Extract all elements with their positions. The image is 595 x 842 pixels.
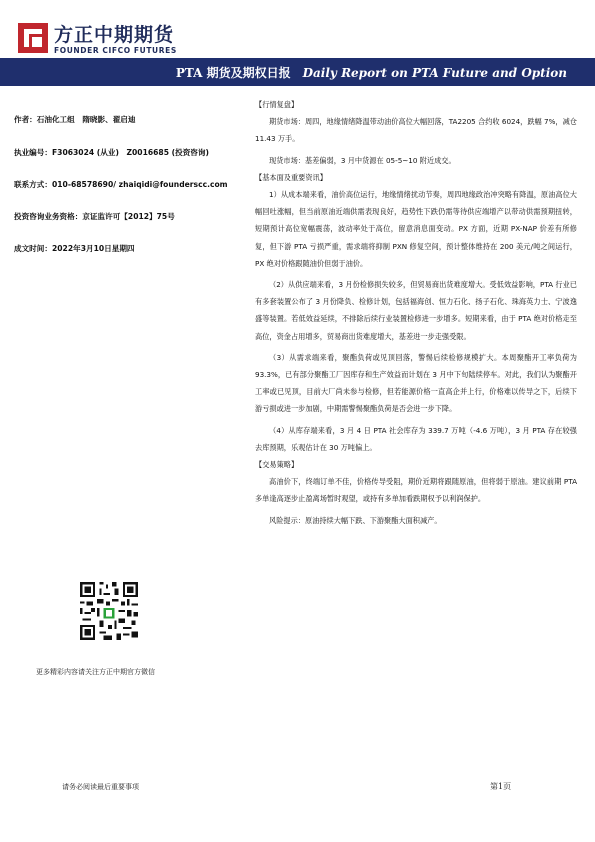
founder-logo-icon [18,23,48,53]
section-title-review: 【行情复盘】 [255,100,299,109]
logo-chinese-name: 方正中期期货 [54,24,175,46]
company-logo [18,20,218,60]
qualification-line: 投资咨询业务资格：京证监许可【2012】75号 [14,212,175,221]
wechat-qr-code-icon [78,580,140,642]
paragraph: （3）从需求端来看，聚酯负荷或见顶回落，警惕后续检修规模扩大。本周聚酯开工率负荷为 93.3%，已有部分聚酯工厂因库存和生产效益而计划在 3 月中下旬陆续停车。对此，我们认为聚酯开工率或已见顶，目前大厂尚未参与检修，但若能源价格一直高企并上行，价格难以传导之下，后续下游亏损或进一步加剧，中期需警惕聚酯负荷是否会进一步下降。 [255,352,577,414]
qr-caption: 更多精彩内容请关注方正中期官方微信 [36,668,155,676]
paragraph: （2）从供应端来看，3 月份检修损失较多，但贸易商出货难度增大。受低效益影响，PTA 行业已有多套装置公布了 3 月份降负、检修计划，包括福海创、恒力石化、扬子石化、珠海英力士、宁波逸盛等装置。若低效益延续，不排除后续行业装置检修进一步增多。短期来看，由于 PTA 绝对价格走至高位，资金占用增多，贸易商出货难度增大，基差进一步走强受限。 [255,280,577,341]
section-title-strategy: 【交易策略】 [255,460,299,470]
report-title-cn: PTA 期货及期权日报 [175,66,291,80]
report-title [176,64,567,81]
section-title-fundamentals: 【基本面及重要资讯】 [255,172,327,182]
author-line: 作者：石油化工组 隋晓影、翟启迪 [14,115,136,124]
paragraph: 风险提示：原油持续大幅下跌、下游聚酯大面积减产。 [269,515,442,525]
paragraph: 现货市场：基差偏弱，3 月中货源在 05-5~10 附近成交。 [269,155,456,165]
paragraph: 期货市场：周四，地缘情绪降温带动油价高位大幅回落，TA2205 合约收 6024，跌幅 7%，减仓 11.43 万手。 [255,117,577,144]
paragraph: 高油价下，终端订单不佳，价格传导受阻，期价近期将跟随原油，但将弱于原油。建议前期 PTA 多单逢高逐步止盈离场暂时观望，或持有多单加看跌期权予以利润保护。 [255,477,577,504]
report-body [255,96,577,529]
license-line: 执业编号：F3063024 (从业) Z0016685 (投资咨询) [14,148,209,157]
page-number: 第1页 [490,782,512,791]
paragraph: （4）从库存端来看，3 月 4 日 PTA 社会库存为 339.7 万吨（-4.6 万吨），3 月 PTA 存在较强去库预期，乐观估计在 30 万吨偏上。 [255,425,577,452]
footer-disclaimer: 请务必阅读最后重要事项 [62,783,139,791]
paragraph: 1）从成本端来看，油价高位运行，地缘情绪扰动节奏，周四地缘政治冲突略有降温，原油高位大幅回吐涨幅，但当前原油近端供需表现良好，趋势性下跌仍需等待供应端增产以带动供需预期扭转，短期预计高位宽幅震荡，波动率处于高位，留意消息面变动。PX 方面，近期 PX-NAP 价差有所修复，但下游 PTA 亏损严重，需求端将抑制 PXN 修复空间，预计整体维持在 200 美元/吨之间运行，PX 绝对价格跟随油价但弱于油价。 [255,190,577,268]
date-line: 成文时间：2022年3月10日星期四 [14,244,135,253]
logo-english-name: FOUNDER CIFCO FUTURES [54,46,177,55]
contact-line: 联系方式：010-68578690/ zhaiqidi@founderscc.com [14,180,228,189]
report-title-banner [0,58,595,86]
report-title-en: Daily Report on PTA Future and Option [302,66,567,80]
